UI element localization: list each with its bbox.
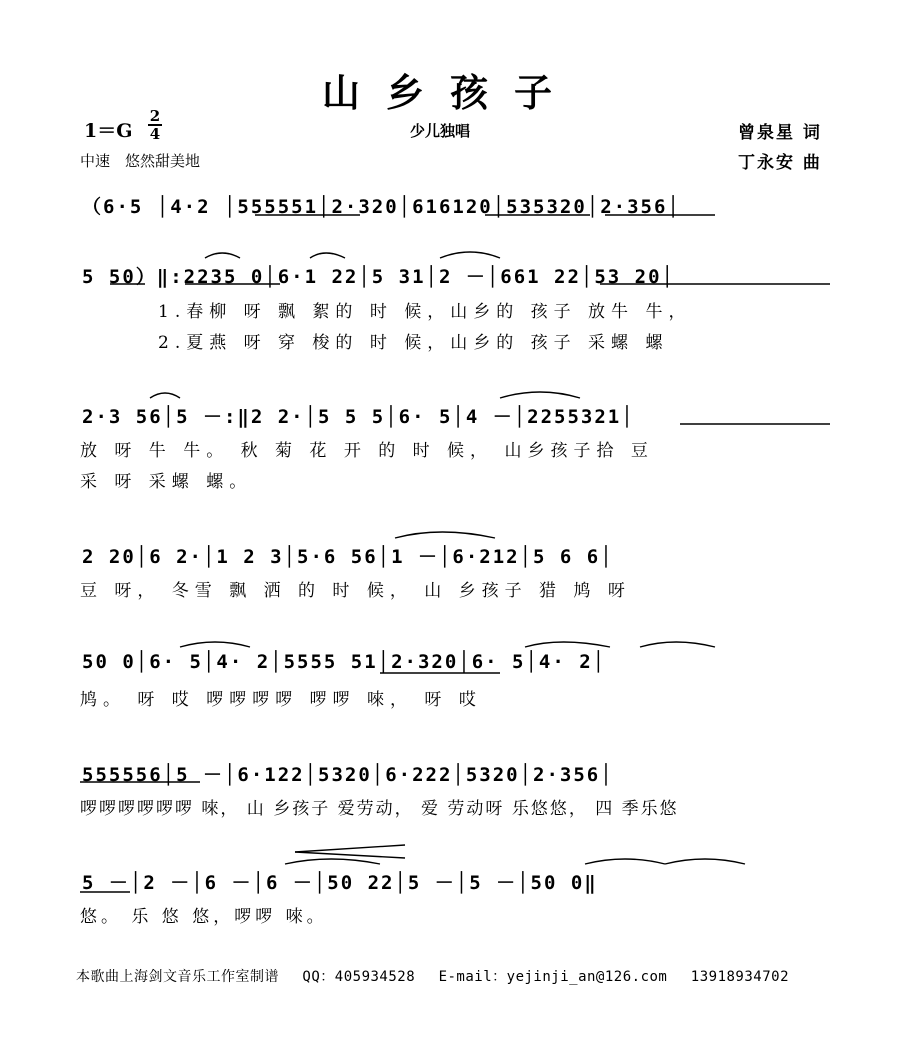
lyric-line-5: 鸠。 呀 哎 啰啰啰啰 啰啰 唻， 呀 哎 [80, 690, 482, 710]
slur-arc [205, 253, 240, 258]
slur-arc [310, 253, 345, 258]
notation-line-6: 555556│5 －│6·122│5320│6·222│5320│2·356│ [82, 764, 614, 786]
song-title: 山乡孩子 [321, 70, 578, 115]
lyric-line-3a: 放 呀 牛 牛。 秋 菊 花 开 的 时 候， 山乡孩子拾 豆 [80, 441, 654, 461]
notation-line-7: 5 －│2 －│6 －│6 －│50 22│5 －│5 －│50 0‖ [82, 872, 598, 894]
time-signature-bottom: 4 [149, 125, 161, 143]
lyric-line-6: 啰啰啰啰啰啰 唻， 山 乡孩子 爱劳动， 爱 劳动呀 乐悠悠， 四 季乐悠 [80, 799, 679, 819]
notation-line-1: （6·5 │4·2 │555551│2·320│616120│535320│2·356│ [82, 196, 681, 218]
slur-arc [180, 642, 250, 647]
tempo-marking: 中速 悠然甜美地 [80, 152, 201, 170]
slur-arc [500, 392, 580, 398]
lyric-line-3b: 采 呀 采螺 螺。 [80, 472, 253, 492]
slur-arc [440, 252, 500, 258]
slur-arc [640, 642, 715, 647]
time-signature-top: 2 [149, 107, 161, 125]
key-signature: 1＝G [84, 120, 133, 142]
hairpin-line [295, 845, 405, 852]
notation-line-2: 5 50）‖:2235 0│6·1 22│5 31│2 －│661 22│53 20│ [82, 266, 675, 288]
hairpin-line [295, 852, 405, 858]
slur-arc [395, 532, 495, 538]
composer-credit: 丁永安 曲 [738, 153, 822, 173]
notation-line-4: 2 20│6 2·│1 2 3│5·6 56│1 －│6·212│5 6 6│ [82, 546, 614, 568]
lyric-line-2b: 2.夏燕 呀 穿 梭的 时 候，山乡的 孩子 采螺 螺 [158, 333, 669, 353]
lyricist-credit: 曾泉星 词 [738, 123, 822, 143]
performance-note: 少儿独唱 [410, 122, 471, 140]
lyric-line-4: 豆 呀， 冬雪 飘 洒 的 时 候， 山 乡孩子 猎 鸠 呀 [80, 581, 631, 601]
slur-arc [150, 393, 180, 398]
lyric-line-7: 悠。 乐 悠 悠，啰啰 唻。 [80, 907, 328, 927]
slur-arc [585, 859, 665, 864]
slur-arc [525, 642, 610, 647]
footer-credits: 本歌曲上海剑文音乐工作室制谱 QQ：405934528 E-mail：yejinji_an@126.com 13918934702 [76, 969, 790, 985]
notation-line-5: 50 0│6· 5│4· 2│5555 51│2·320│6· 5│4· 2│ [82, 651, 607, 673]
lyric-line-2a: 1.春柳 呀 飘 絮的 时 候，山乡的 孩子 放牛 牛， [158, 302, 692, 322]
slur-arc [285, 859, 380, 864]
slur-arc [665, 859, 745, 864]
notation-line-3: 2·3 56│5 －:‖2 2·│5 5 5│6· 5│4 －│2255321│ [82, 406, 635, 428]
